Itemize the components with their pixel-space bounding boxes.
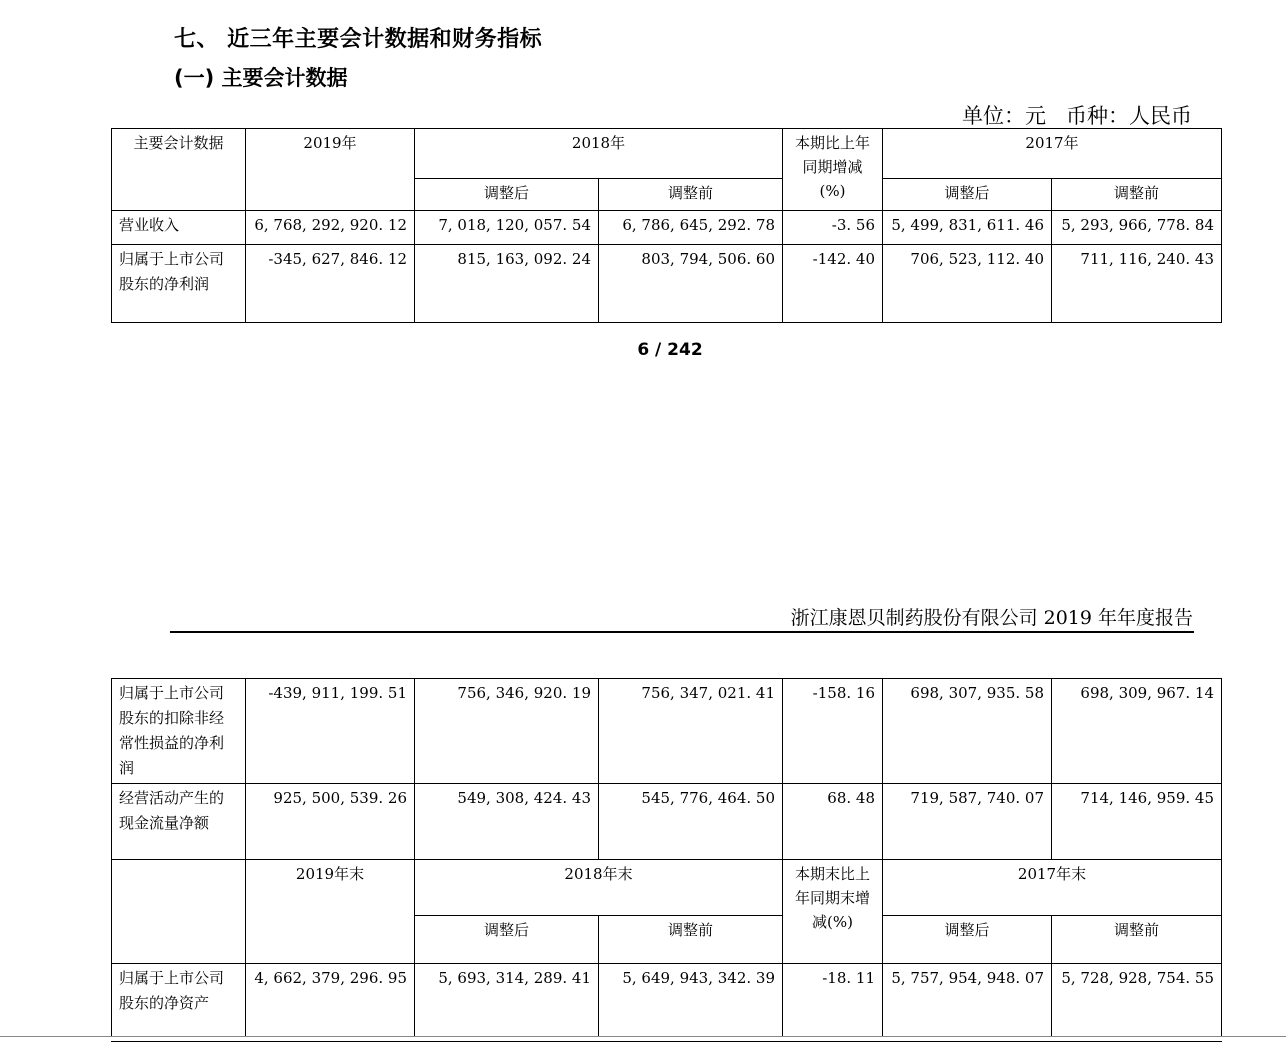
cell-change: 68. 48 bbox=[783, 784, 883, 860]
cell-2017-before: 5, 728, 928, 754. 55 bbox=[1052, 964, 1222, 1042]
table-row bbox=[112, 679, 1222, 784]
table-row bbox=[112, 784, 1222, 860]
header-2017-adj-after: 调整后 bbox=[883, 916, 1052, 964]
header-2017: 2017年 bbox=[883, 129, 1222, 179]
section-heading: 七、 近三年主要会计数据和财务指标 bbox=[174, 27, 543, 52]
row-label: 归属于上市公司股东的净利润 bbox=[112, 245, 246, 323]
header-item: 主要会计数据 bbox=[112, 129, 246, 211]
subsection-heading: (一) 主要会计数据 bbox=[174, 66, 348, 90]
cell-change: -18. 11 bbox=[783, 964, 883, 1042]
cell-2018-before: 5, 649, 943, 342. 39 bbox=[599, 964, 783, 1042]
header-2017-adj-before: 调整前 bbox=[1052, 179, 1222, 211]
cell-2017-after: 5, 499, 831, 611. 46 bbox=[883, 211, 1052, 245]
header-rule bbox=[170, 631, 1194, 633]
header-2019: 2019年 bbox=[246, 129, 415, 211]
header-2017-adj-before: 调整前 bbox=[1052, 916, 1222, 964]
viewport-bottom-edge bbox=[0, 1036, 1286, 1041]
page-number: 6 / 242 bbox=[637, 340, 703, 360]
cell-2018-before: 803, 794, 506. 60 bbox=[599, 245, 783, 323]
cell-change: -158. 16 bbox=[783, 679, 883, 784]
header-change: 本期比上年同期增减(%) bbox=[783, 129, 883, 211]
row-label: 营业收入 bbox=[112, 211, 246, 245]
cell-2019: 6, 768, 292, 920. 12 bbox=[246, 211, 415, 245]
cell-2018-before: 6, 786, 645, 292. 78 bbox=[599, 211, 783, 245]
row-label: 经营活动产生的现金流量净额 bbox=[112, 784, 246, 860]
header-2017-end: 2017年末 bbox=[883, 860, 1222, 916]
table-row bbox=[112, 245, 1222, 323]
row-label: 归属于上市公司股东的扣除非经常性损益的净利润 bbox=[112, 679, 246, 784]
accounting-data-table-top bbox=[111, 128, 1222, 323]
cell-2018-before: 756, 347, 021. 41 bbox=[599, 679, 783, 784]
cell-2018-after: 7, 018, 120, 057. 54 bbox=[415, 211, 599, 245]
header-2018: 2018年 bbox=[415, 129, 783, 179]
cell-2017-after: 719, 587, 740. 07 bbox=[883, 784, 1052, 860]
header-2017-adj-after: 调整后 bbox=[883, 179, 1052, 211]
accounting-data-table-continued bbox=[111, 678, 1222, 1042]
cell-2017-after: 698, 307, 935. 58 bbox=[883, 679, 1052, 784]
header-2018-adj-before: 调整前 bbox=[599, 916, 783, 964]
running-header: 浙江康恩贝制药股份有限公司 2019 年年度报告 bbox=[790, 607, 1193, 629]
cell-2019: -439, 911, 199. 51 bbox=[246, 679, 415, 784]
header-2018-adj-before: 调整前 bbox=[599, 179, 783, 211]
unit-note: 单位：元 币种：人民币 bbox=[961, 104, 1192, 128]
header-2018-adj-after: 调整后 bbox=[415, 179, 599, 211]
cell-2019: 925, 500, 539. 26 bbox=[246, 784, 415, 860]
cell-2018-after: 756, 346, 920. 19 bbox=[415, 679, 599, 784]
cell-2017-before: 711, 116, 240. 43 bbox=[1052, 245, 1222, 323]
row-label: 归属于上市公司股东的净资产 bbox=[112, 964, 246, 1042]
header-2018-adj-after: 调整后 bbox=[415, 916, 599, 964]
cell-2019: 4, 662, 379, 296. 95 bbox=[246, 964, 415, 1042]
cell-2018-after: 549, 308, 424. 43 bbox=[415, 784, 599, 860]
header-2018-end: 2018年末 bbox=[415, 860, 783, 916]
cell-2017-after: 5, 757, 954, 948. 07 bbox=[883, 964, 1052, 1042]
table-row bbox=[112, 211, 1222, 245]
header-change-end: 本期末比上年同期末增减(%) bbox=[783, 860, 883, 964]
cell-2017-before: 714, 146, 959. 45 bbox=[1052, 784, 1222, 860]
cell-2018-after: 5, 693, 314, 289. 41 bbox=[415, 964, 599, 1042]
header-item bbox=[112, 860, 246, 964]
cell-change: -142. 40 bbox=[783, 245, 883, 323]
table-row bbox=[112, 964, 1222, 1042]
cell-2017-before: 698, 309, 967. 14 bbox=[1052, 679, 1222, 784]
cell-change: -3. 56 bbox=[783, 211, 883, 245]
cell-2018-before: 545, 776, 464. 50 bbox=[599, 784, 783, 860]
cell-2018-after: 815, 163, 092. 24 bbox=[415, 245, 599, 323]
cell-2017-after: 706, 523, 112. 40 bbox=[883, 245, 1052, 323]
cell-2017-before: 5, 293, 966, 778. 84 bbox=[1052, 211, 1222, 245]
cell-2019: -345, 627, 846. 12 bbox=[246, 245, 415, 323]
header-2019-end: 2019年末 bbox=[246, 860, 415, 964]
